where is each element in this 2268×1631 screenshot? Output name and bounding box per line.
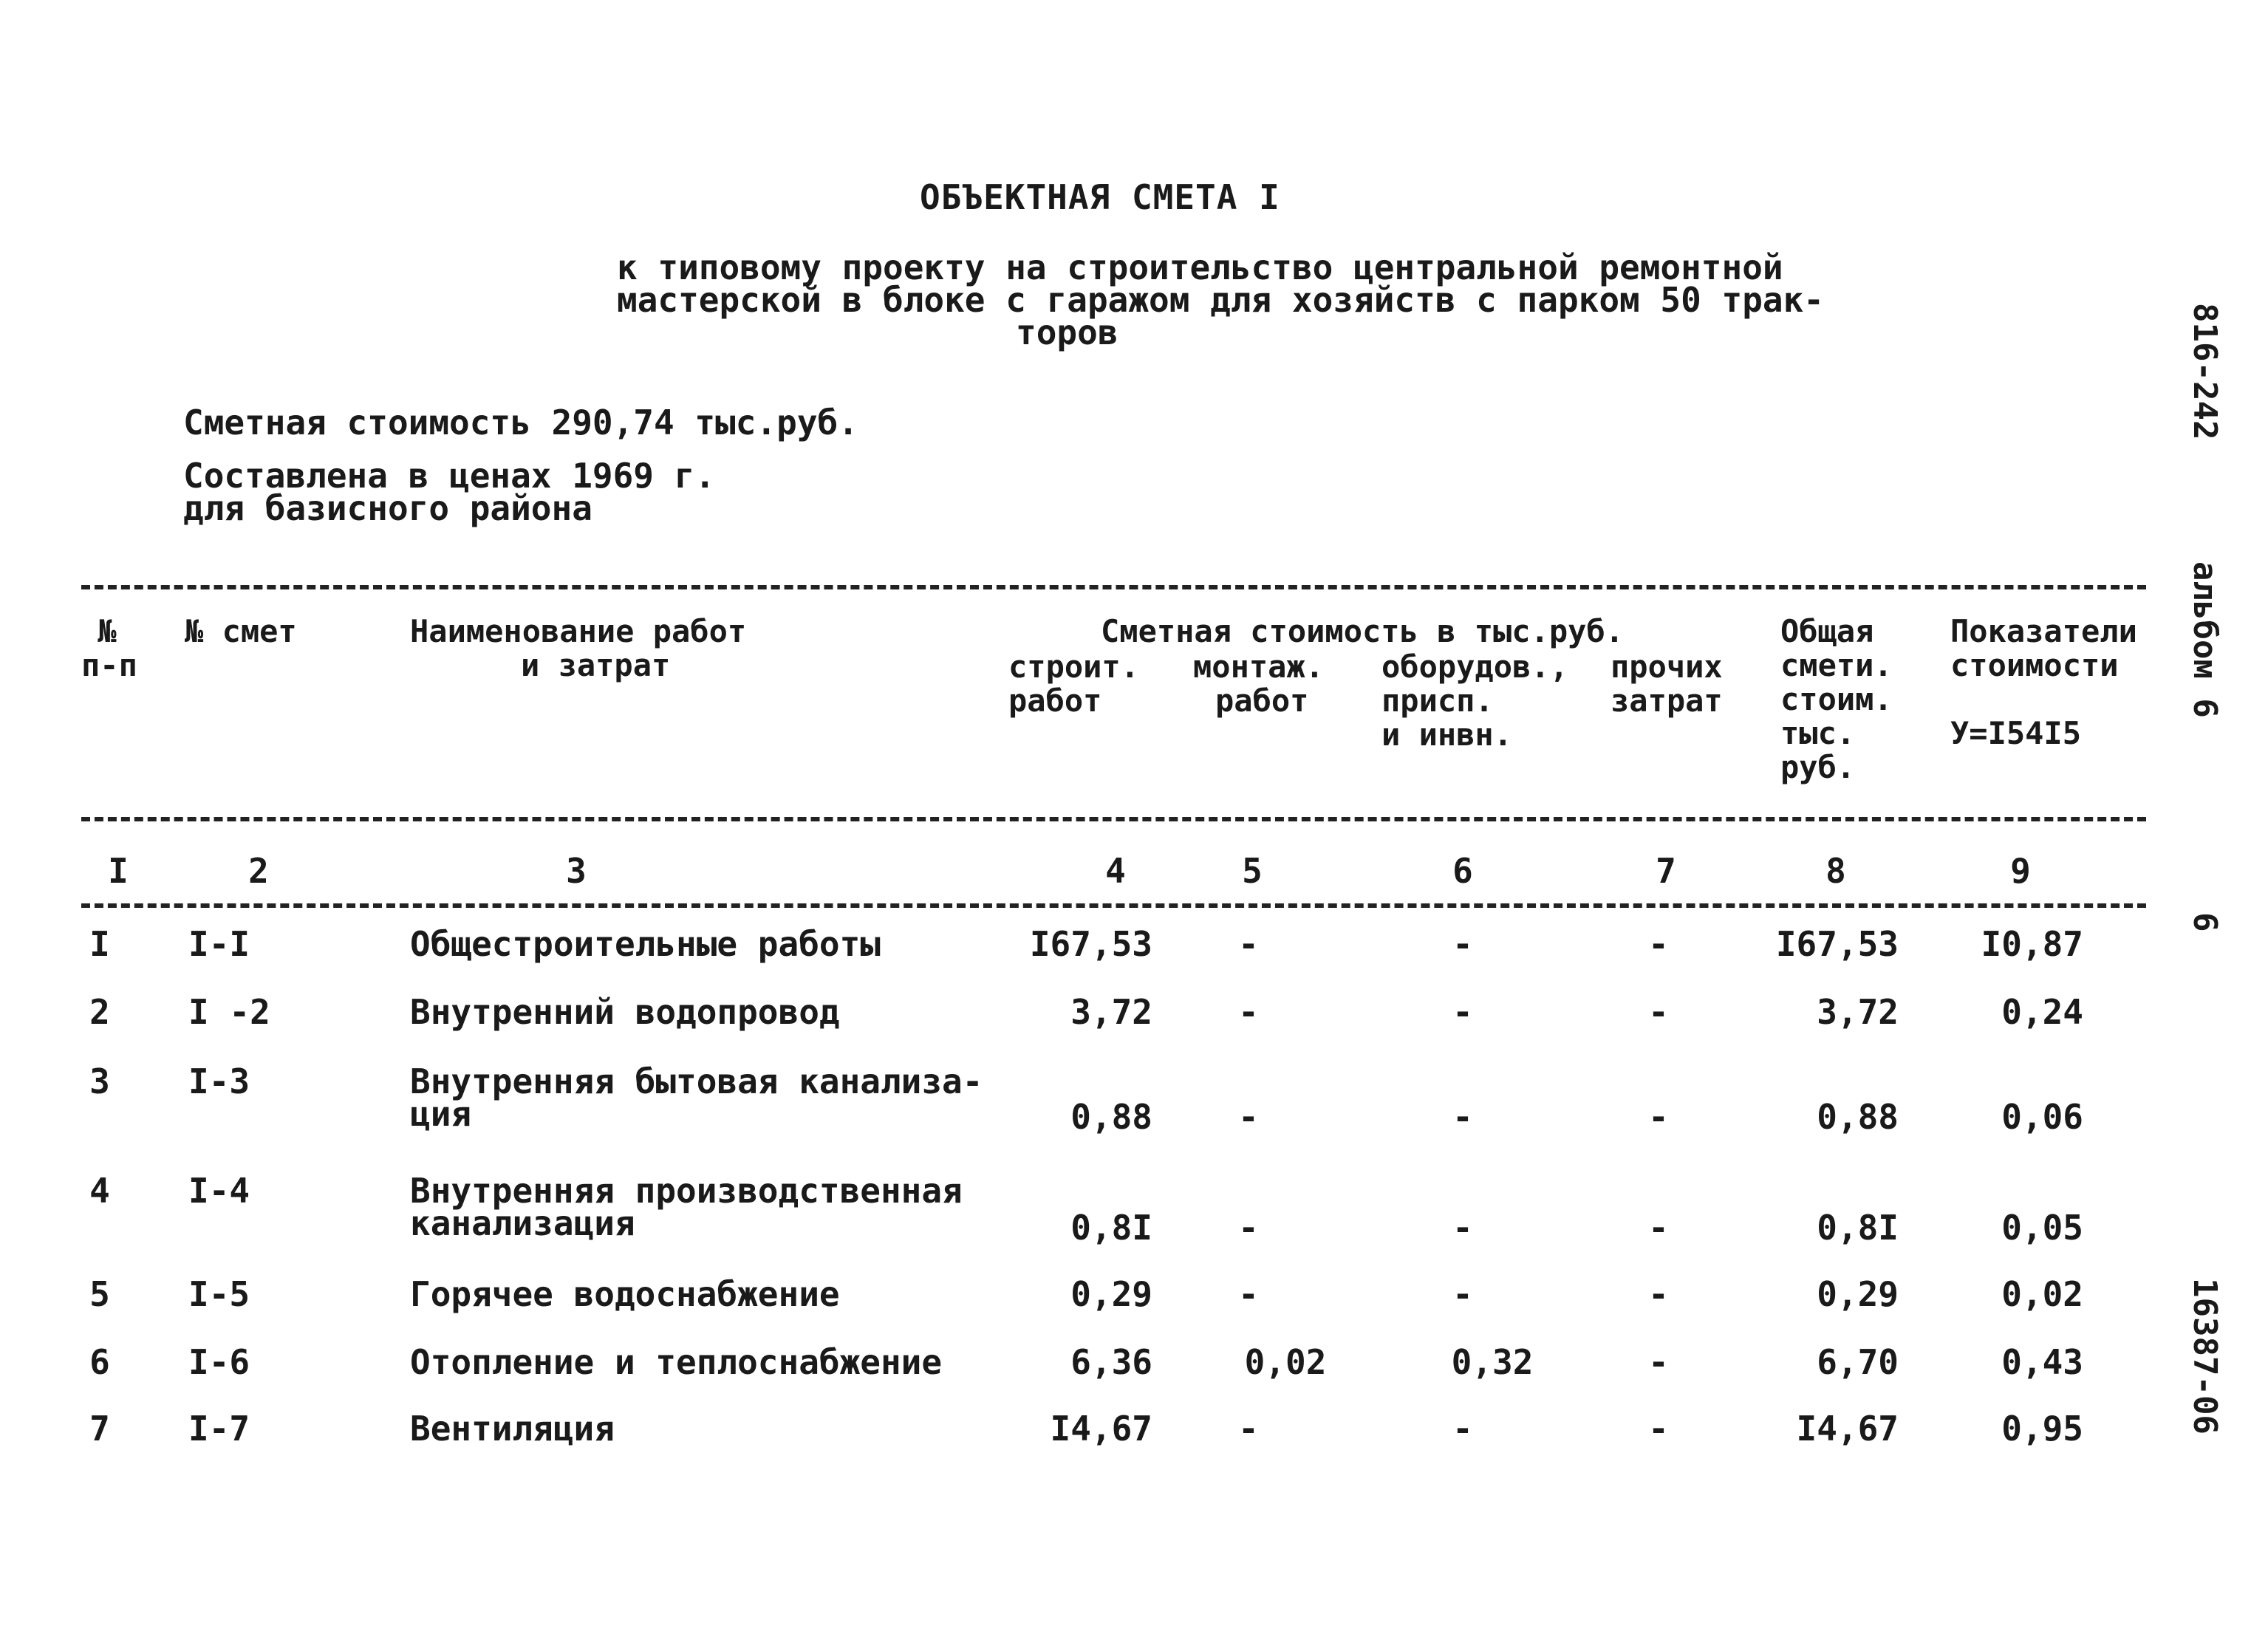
row1-n: I [89,924,110,964]
row1-name: Общестроительные работы [410,924,881,964]
header-col7 [1611,650,1723,718]
row3-c7: - [1648,1097,1669,1137]
header-col5 [1193,650,1324,718]
row4-smeta: I-4 [188,1171,250,1211]
rule-colnums-bottom [81,903,2146,908]
row7-n: 7 [89,1409,110,1449]
row6-n: 6 [89,1342,110,1382]
row5-n: 5 [89,1274,110,1314]
row5-c6: - [1452,1274,1473,1314]
colnum-6: 6 [1452,851,1473,891]
row3-c9: 0,06 [2001,1097,2083,1137]
rule-header-bottom [81,817,2146,821]
margin-code-top: 816-242 [2186,303,2224,440]
header-col9 [1950,615,2137,750]
header-col6-line1: оборудов., [1381,649,1568,685]
margin-album: альбом 6 [2186,561,2224,718]
row1-c4: I67,53 [1029,924,1152,964]
margin-code-bottom: 16387-06 [2186,1278,2224,1435]
colnum-7: 7 [1656,851,1676,891]
row6-name: Отопление и теплоснабжение [410,1342,943,1382]
header-col5-line1: монтаж. [1193,649,1325,685]
row1-c9: I0,87 [1981,924,2083,964]
estimated-cost: Сметная стоимость 290,74 тыс.руб. [183,403,858,442]
row1-smeta: I-I [188,924,250,964]
header-col4 [1008,650,1139,718]
row2-name: Внутренний водопровод [410,992,840,1032]
header-col3 [410,615,746,683]
subtitle-line-1: к типовому проекту на строительство центральной ремонтной [617,247,1783,287]
header-col6-line3: и инвн. [1381,717,1513,753]
row2-c7: - [1648,992,1669,1032]
row7-c5: - [1238,1409,1259,1449]
row3-name-line2: ция [410,1094,472,1134]
header-col9-line3: У=I54I5 [1950,715,2082,751]
colnum-8: 8 [1825,851,1846,891]
header-col9-line1: Показатели [1950,613,2137,649]
header-col8-line4: тыс. [1780,715,1856,751]
subtitle-line-3: торов [1016,312,1118,352]
row3-c4: 0,88 [1070,1097,1152,1137]
row2-c9: 0,24 [2001,992,2083,1032]
subtitle-line-2: мастерской в блоке с гаражом для хозяйств с парком 50 трак- [617,280,1824,320]
margin-page-number: 6 [2186,912,2224,932]
header-col1 [81,615,137,683]
rule-top [81,585,2146,589]
row3-name [410,1061,983,1134]
row7-c4: I4,67 [1050,1409,1152,1449]
row7-c9: 0,95 [2001,1409,2083,1449]
header-group: Сметная стоимость в тыс.руб. [1101,613,1625,649]
row3-c8: 0,88 [1817,1097,1899,1137]
row2-smeta: I -2 [188,992,270,1032]
header-col1-line1: № [98,613,117,649]
row5-c7: - [1648,1274,1669,1314]
header-col4-line1: строит. [1008,649,1140,685]
region: для базисного района [183,488,592,528]
row5-c8: 0,29 [1817,1274,1899,1314]
header-col7-line2: затрат [1611,683,1723,719]
prices-year: Составлена в ценах 1969 г. [183,456,716,496]
header-col2: № смет [185,613,297,649]
colnum-5: 5 [1242,851,1263,891]
row3-name-line1: Внутренняя бытовая канализа- [410,1061,983,1101]
row4-c8: 0,8I [1817,1208,1899,1248]
row7-name: Вентиляция [410,1409,615,1449]
row6-c4: 6,36 [1070,1342,1152,1382]
row5-name: Горячее водоснабжение [410,1274,840,1314]
header-col9-line2: стоимости [1950,647,2119,683]
row4-c4: 0,8I [1070,1208,1152,1248]
row1-c8: I67,53 [1775,924,1899,964]
row6-c8: 6,70 [1817,1342,1899,1382]
row2-c4: 3,72 [1070,992,1152,1032]
row5-c9: 0,02 [2001,1274,2083,1314]
row4-name [410,1171,963,1243]
row3-c6: - [1452,1097,1473,1137]
colnum-9: 9 [2010,851,2031,891]
colnum-3: 3 [566,851,587,891]
header-col8-line5: руб. [1780,749,1856,785]
header-col6-line2: присп. [1381,683,1494,719]
header-col4-line2: работ [1008,683,1102,719]
row3-smeta: I-3 [188,1061,250,1101]
row7-c7: - [1648,1409,1669,1449]
row6-smeta: I-6 [188,1342,250,1382]
row6-c6: 0,32 [1451,1342,1534,1382]
header-col8 [1780,615,1893,784]
row6-c5: 0,02 [1244,1342,1327,1382]
row3-c5: - [1238,1097,1259,1137]
row5-smeta: I-5 [188,1274,250,1314]
row7-smeta: I-7 [188,1409,250,1449]
row7-c8: I4,67 [1796,1409,1899,1449]
colnum-1: I [108,851,129,891]
header-col1-line2: п-п [81,647,137,683]
header-col3-line1: Наименование работ [410,613,747,649]
row2-c8: 3,72 [1817,992,1899,1032]
document-title: ОБЪЕКТНАЯ СМЕТА I [920,177,1280,217]
row2-n: 2 [89,992,110,1032]
row5-c5: - [1238,1274,1259,1314]
header-col7-line1: прочих [1611,649,1723,685]
header-col5-line2: работ [1215,683,1309,719]
header-col8-line2: смети. [1780,647,1893,683]
row2-c5: - [1238,992,1259,1032]
row5-c4: 0,29 [1070,1274,1152,1314]
row4-name-line2: канализация [410,1203,635,1243]
row4-c7: - [1648,1208,1669,1248]
row2-c6: - [1452,992,1473,1032]
row4-c9: 0,05 [2001,1208,2083,1248]
header-col8-line3: стоим. [1780,681,1893,717]
row4-name-line1: Внутренняя производственная [410,1171,963,1211]
header-col8-line1: Общая [1780,613,1874,649]
row1-c5: - [1238,924,1259,964]
row4-n: 4 [89,1171,110,1211]
row6-c9: 0,43 [2001,1342,2083,1382]
row4-c6: - [1452,1208,1473,1248]
row4-c5: - [1238,1208,1259,1248]
colnum-4: 4 [1105,851,1126,891]
row1-c7: - [1648,924,1669,964]
row1-c6: - [1452,924,1473,964]
row3-n: 3 [89,1061,110,1101]
row7-c6: - [1452,1409,1473,1449]
row6-c7: - [1648,1342,1669,1382]
header-col6 [1381,650,1568,752]
header-col3-line2: и затрат [521,647,671,683]
colnum-2: 2 [248,851,269,891]
